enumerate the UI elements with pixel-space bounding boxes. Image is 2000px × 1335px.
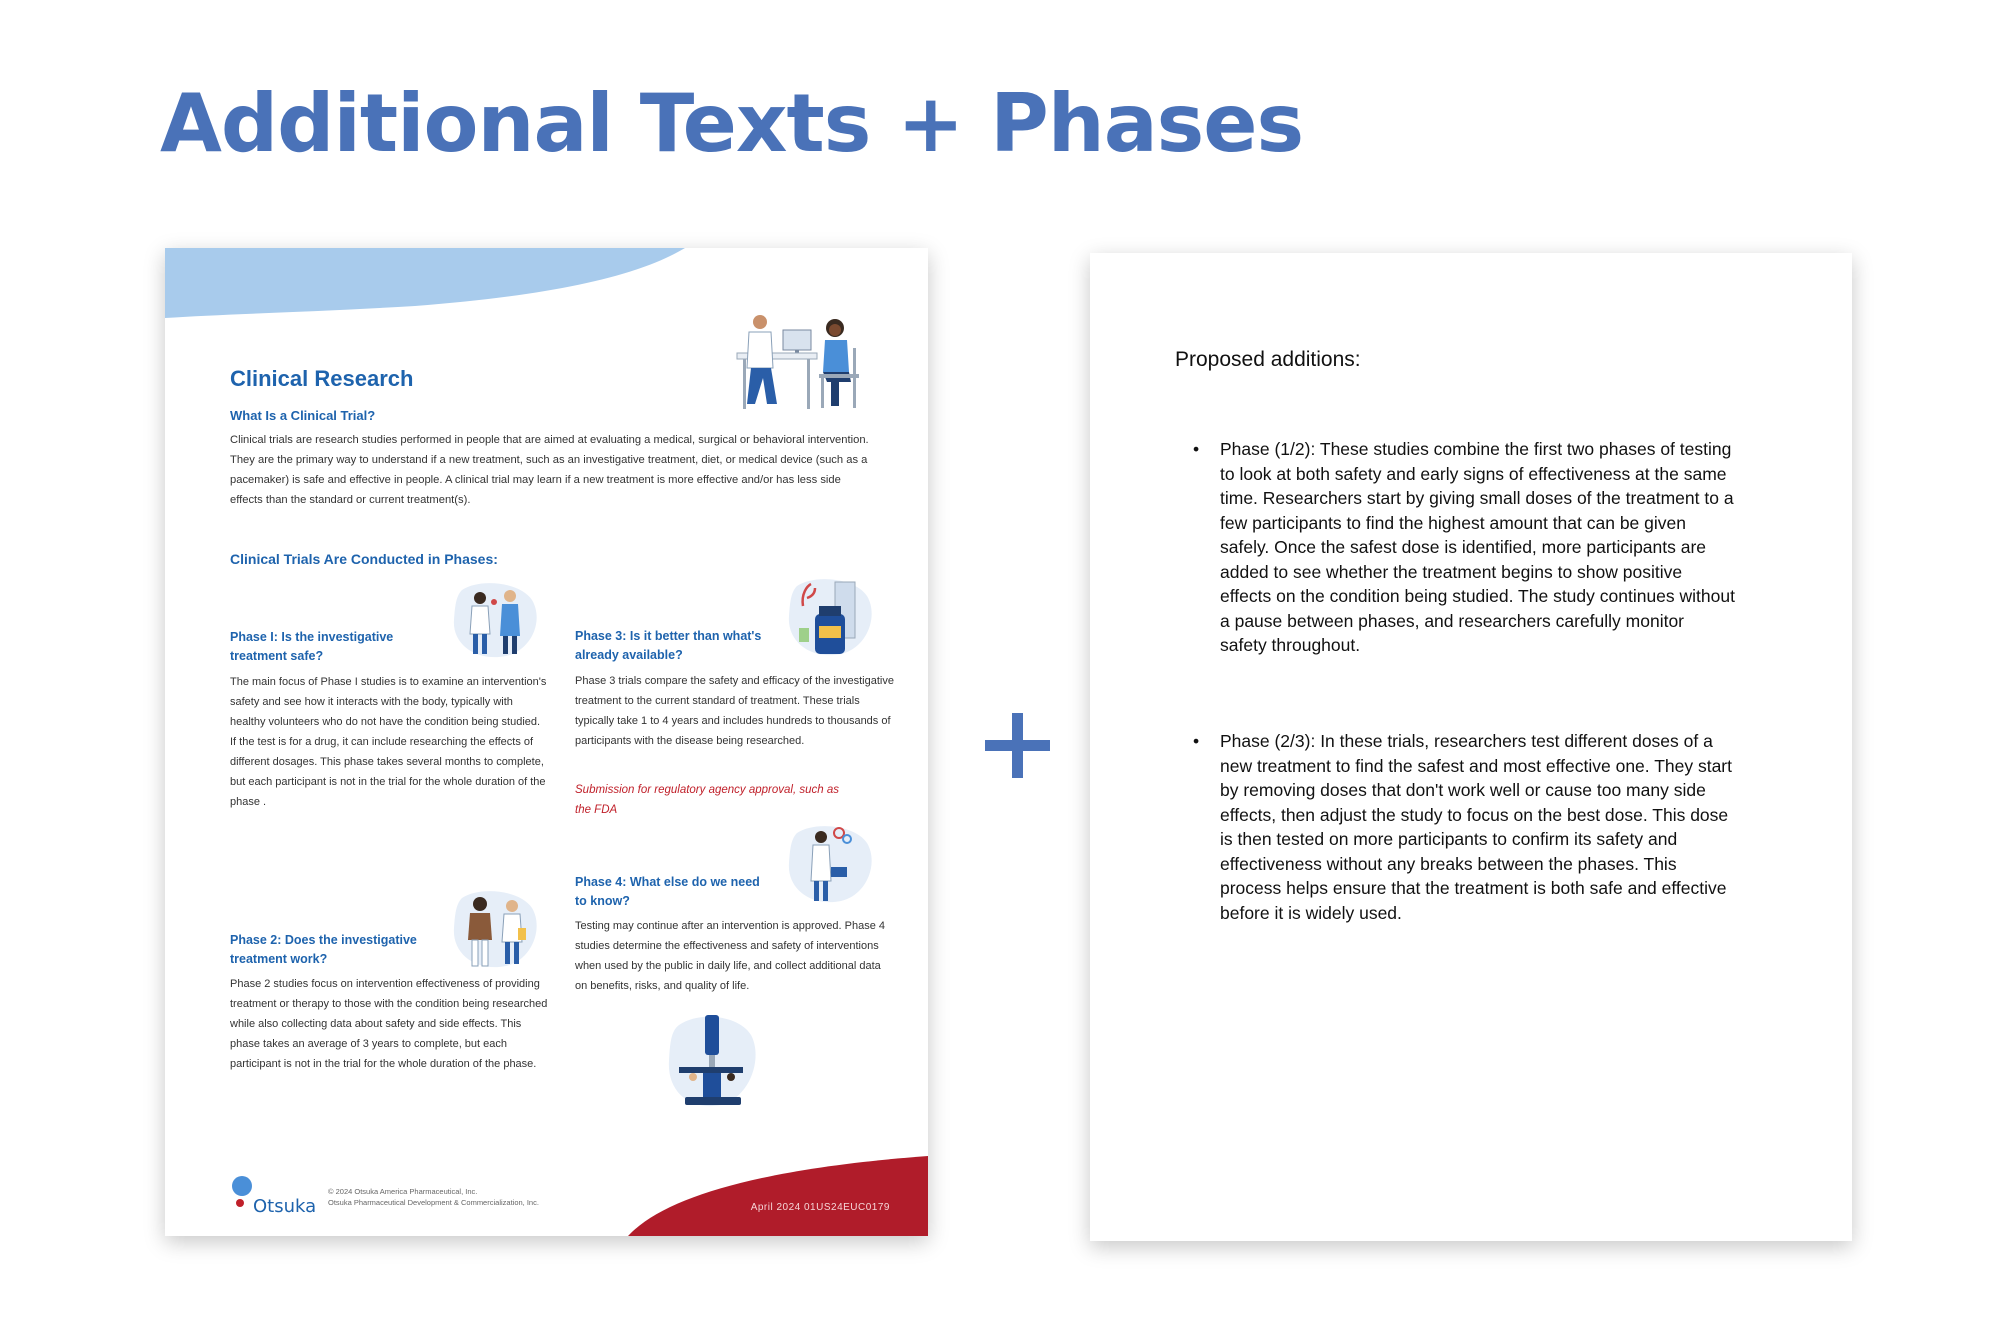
phase1-text: The main focus of Phase I studies is to examine an intervention's safety and see how it interacts with the body, typically with healthy volunteers who do not have the condition being studied. If the test is for a drug, it can include researching the effects of different dosages. This phase takes several months to complete, but each participant is not in the trial for the whole duration of the phase .	[230, 676, 547, 808]
addition-phase-1-2	[1175, 437, 1735, 658]
phase3-illustration	[785, 576, 875, 661]
phase2-illustration	[450, 888, 540, 973]
regulatory-approval-note: Submission for regulatory agency approval, such as the FDA	[575, 784, 840, 816]
otsuka-logo-icon	[230, 1176, 254, 1210]
proposed-additions-page	[1090, 253, 1852, 1241]
addition-phase-1-2-text: Phase (1/2): These studies combine the first two phases of testing to look at both safety and early signs of effectiveness at the same time. Researchers start by giving small doses of the treatment to a few participants to find the highest amount that can be given safely. Once the safest dose is identified, more participants are added to see whether the treatment begins to show positive effects on the condition being studied. The study continues without a pause between phases, and researchers carefully monitor safety throughout.	[1220, 439, 1735, 655]
plus-icon	[985, 713, 1050, 778]
addition-phase-2-3	[1175, 729, 1735, 925]
phases-heading: Clinical Trials Are Conducted in Phases:	[230, 551, 498, 567]
phase4-title: Phase 4: What else do we need to know?	[575, 875, 760, 908]
bullet-icon: •	[1193, 439, 1200, 459]
slide-title: Additional Texts + Phases	[160, 77, 1304, 170]
additions-list-1	[1175, 437, 1735, 658]
phase3-title: Phase 3: Is it better than what's already available?	[575, 629, 762, 662]
phase2-title: Phase 2: Does the investigative treatment work?	[230, 933, 417, 966]
document-code: April 2024 01US24EUC0179	[750, 1202, 890, 1213]
phase1-title: Phase I: Is the investigative treatment safe?	[230, 630, 394, 663]
phase1-illustration	[450, 580, 540, 660]
what-is-clinical-trial-heading: What Is a Clinical Trial?	[230, 408, 376, 423]
copyright-line-2: Otsuka Pharmaceutical Development & Commercialization, Inc.	[328, 1198, 539, 1207]
addition-phase-2-3-text: Phase (2/3): In these trials, researchers test different doses of a new treatment to find the safest and most effective one. They start by removing doses that don't work well or cause too many side effects, then adjust the study to focus on the best dose. This dose is then tested on more participants to confirm its safety and effectiveness without any breaks between the phases. This process helps ensure that the treatment is both safe and effective before it is widely used.	[1220, 731, 1732, 923]
otsuka-logo-text: Otsuka	[253, 1196, 317, 1217]
additions-list-2	[1175, 729, 1735, 925]
proposed-additions-heading: Proposed additions:	[1175, 348, 1361, 371]
phase3-text: Phase 3 trials compare the safety and efficacy of the investigative treatment to the current standard of treatment. These trials typically take 1 to 4 years and includes hundreds to thousands of participants with the disease being researched.	[575, 675, 894, 747]
copyright-text	[328, 1186, 539, 1208]
phase2-text: Phase 2 studies focus on intervention effectiveness of providing treatment or therapy to those with the condition being researched while also collecting data about safety and side effects. This phase takes an average of 3 years to complete, but each participant is not in the trial for the whole duration of the phase.	[230, 978, 548, 1070]
doctor-patient-illustration	[735, 308, 865, 413]
phase4-illustration	[785, 823, 875, 908]
intro-paragraph: Clinical trials are research studies performed in people that are aimed at evaluating a medical, surgical or behavioral intervention. They are the primary way to understand if a new treatment, such as an investigative treatment, diet, or medical device (such as a pacemaker) is safe and effective in people. A clinical trial may learn if a new treatment is more effective and/or has less side effects than the standard or current treatment(s).	[230, 434, 869, 506]
microscope-illustration	[665, 1011, 760, 1111]
doc-heading: Clinical Research	[230, 366, 414, 391]
phase4-text: Testing may continue after an intervention is approved. Phase 4 studies determine the effectiveness and safety of interventions when used by the public in daily life, and collect additional data on benefits, risks, and quality of life.	[575, 920, 886, 992]
copyright-line-1: © 2024 Otsuka America Pharmaceutical, Inc.	[328, 1187, 478, 1196]
clinical-research-page	[165, 248, 928, 1236]
bullet-icon: •	[1193, 731, 1200, 751]
